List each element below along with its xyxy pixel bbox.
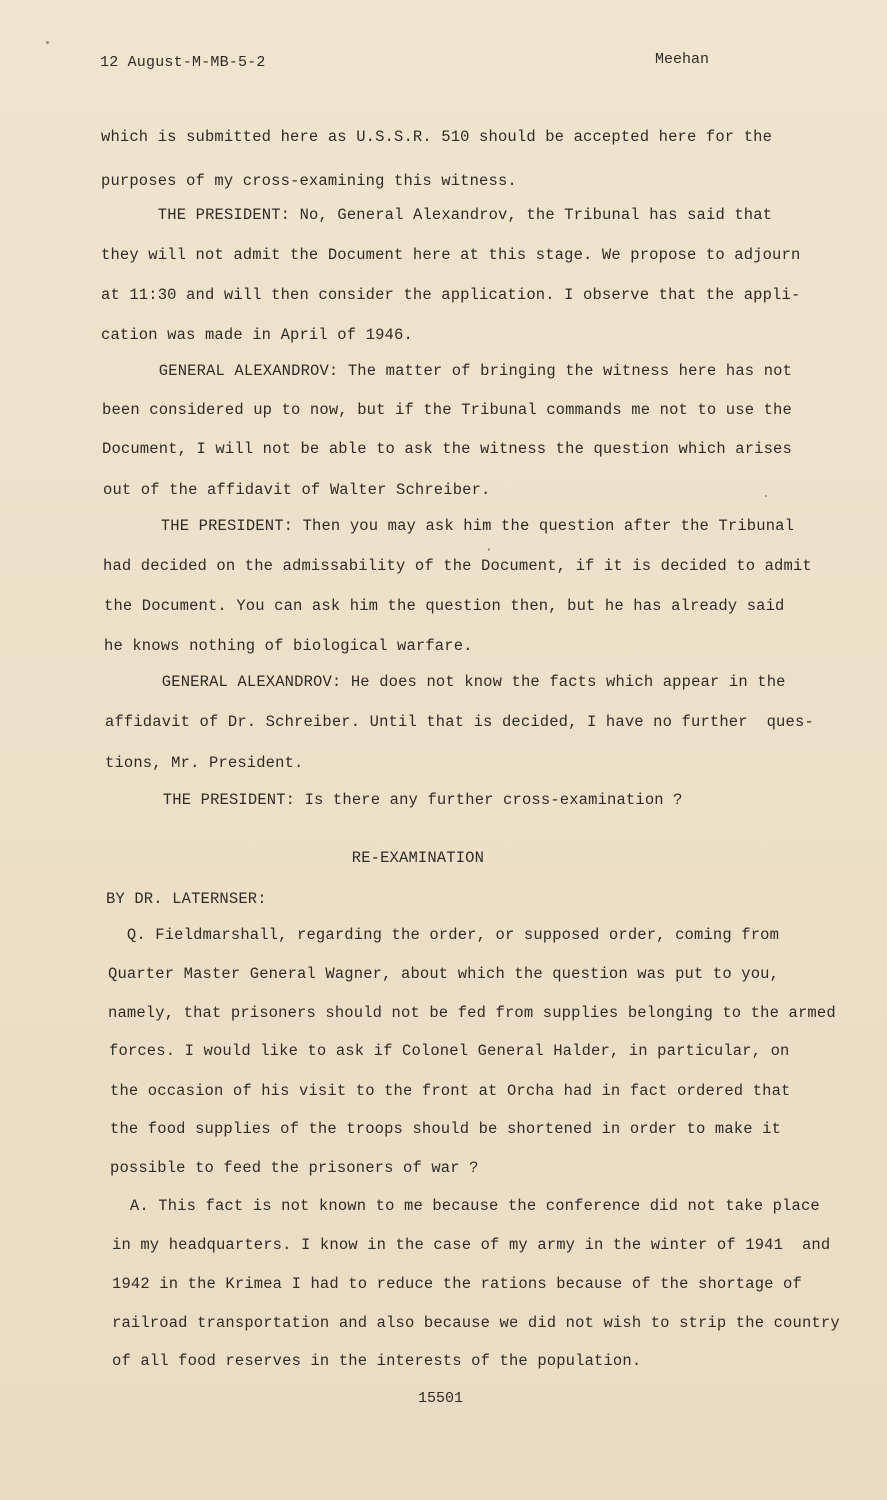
page-reference: 12 August-M-MB-5-2 <box>100 54 266 71</box>
transcript-line: possible to feed the prisoners of war ? <box>110 1159 479 1177</box>
transcript-line: in my headquarters. I know in the case of my army in the winter of 1941 and <box>112 1236 831 1254</box>
reporter-name: Meehan <box>655 51 710 68</box>
transcript-line: at 11:30 and will then consider the application. I observe that the appli- <box>101 286 801 304</box>
transcript-line: affidavit of Dr. Schreiber. Until that is decided, I have no further ques- <box>105 713 814 731</box>
transcript-line: forces. I would like to ask if Colonel General Halder, in particular, on <box>109 1042 790 1060</box>
transcript-line: he knows nothing of biological warfare. <box>104 637 473 655</box>
transcript-line: 1942 in the Krimea I had to reduce the rations because of the shortage of <box>112 1275 802 1293</box>
transcript-line: Document, I will not be able to ask the witness the question which arises <box>102 440 792 458</box>
transcript-line: of all food reserves in the interests of the population. <box>112 1352 642 1370</box>
transcript-line: the food supplies of the troops should be shortened in order to make it <box>110 1120 782 1138</box>
transcript-line: the occasion of his visit to the front at Orcha had in fact ordered that <box>110 1082 791 1100</box>
answer-line: A. This fact is not known to me because the conference did not take place <box>111 1197 820 1215</box>
section-heading: RE-EXAMINATION <box>106 849 485 867</box>
paper-speck <box>488 548 490 551</box>
transcript-line: the Document. You can ask him the question then, but he has already said <box>104 597 785 615</box>
transcript-line: Quarter Master General Wagner, about which the question was put to you, <box>108 965 780 983</box>
transcript-line: been considered up to now, but if the Tribunal commands me not to use the <box>102 401 792 419</box>
paper-speck <box>46 41 49 44</box>
question-line: Q. Fieldmarshall, regarding the order, or supposed order, coming from <box>108 926 780 944</box>
transcript-line: namely, that prisoners should not be fed from supplies belonging to the armed <box>108 1004 836 1022</box>
page-number: 15501 <box>418 1390 464 1407</box>
transcript-line: THE PRESIDENT: Is there any further cross-examination ? <box>125 791 683 809</box>
transcript-line: which is submitted here as U.S.S.R. 510 should be accepted here for the <box>101 128 773 146</box>
transcript-line: GENERAL ALEXANDROV: The matter of bringing the witness here has not <box>121 362 793 380</box>
transcript-line: railroad transportation and also because we did not wish to strip the country <box>112 1314 840 1332</box>
transcript-line: GENERAL ALEXANDROV: He does not know the facts which appear in the <box>124 673 786 691</box>
transcript-line: THE PRESIDENT: No, General Alexandrov, the Tribunal has said that <box>120 206 773 224</box>
transcript-line: THE PRESIDENT: Then you may ask him the question after the Tribunal <box>123 517 795 535</box>
examiner-heading: BY DR. LATERNSER: <box>106 890 267 908</box>
transcript-line: they will not admit the Document here at this stage. We propose to adjourn <box>101 246 801 264</box>
transcript-line: tions, Mr. President. <box>105 754 304 772</box>
transcript-line: purposes of my cross-examining this witness. <box>101 172 517 190</box>
transcript-line: had decided on the admissability of the Document, if it is decided to admit <box>103 557 812 575</box>
paper-speck <box>765 495 767 497</box>
transcript-line: out of the affidavit of Walter Schreiber. <box>103 481 491 499</box>
transcript-line: cation was made in April of 1946. <box>101 326 413 344</box>
